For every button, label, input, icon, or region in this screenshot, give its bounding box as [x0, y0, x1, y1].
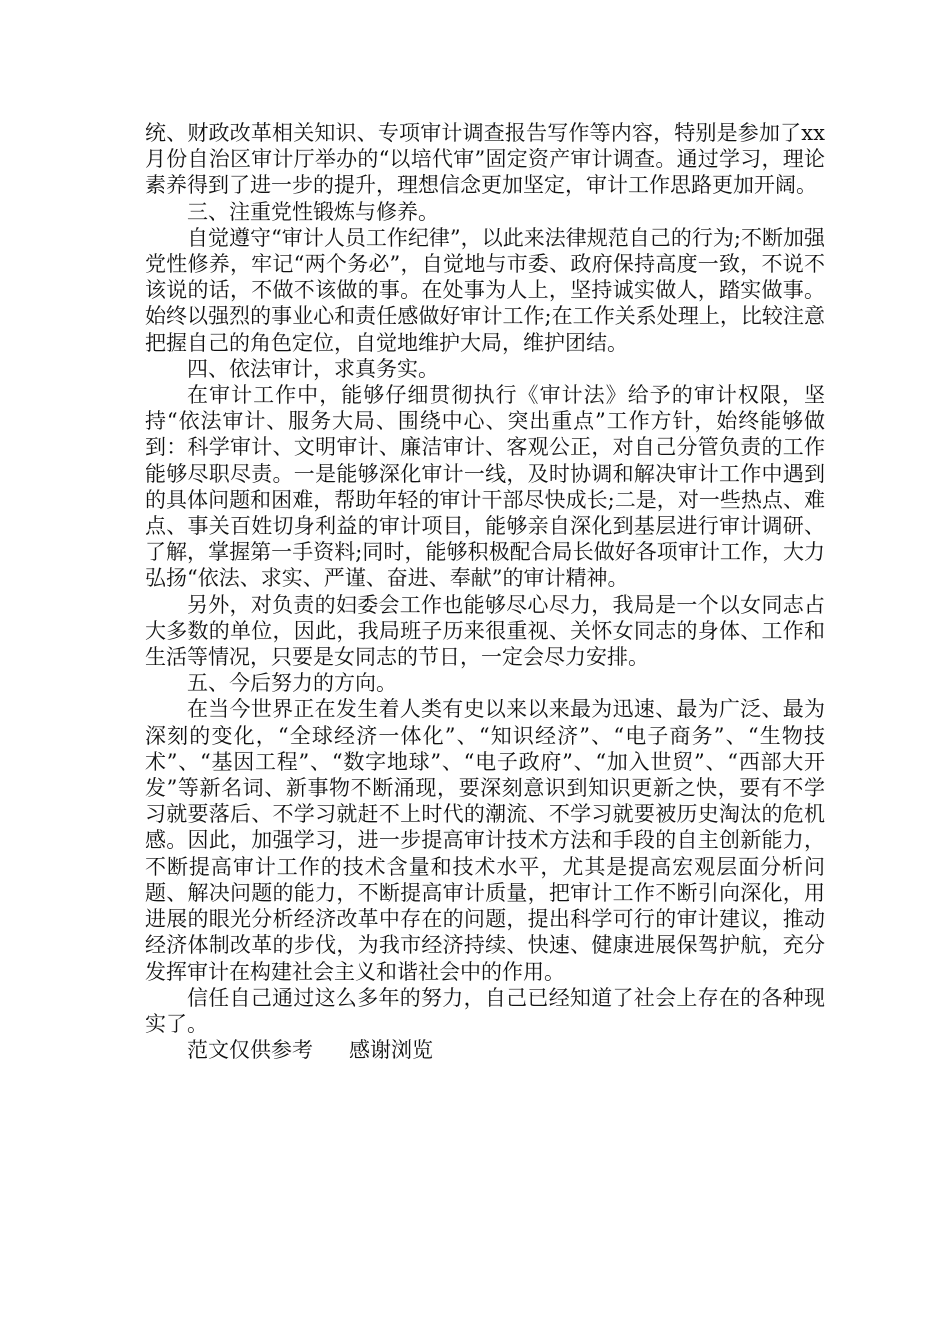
footer-left-text: 范文仅供参考	[187, 1038, 313, 1063]
paragraph-women-committee: 另外，对负责的妇委会工作也能够尽心尽力，我局是一个以女同志占大多数的单位，因此，我局班子历来很重视、关怀女同志的身体、工作和生活等情况，只要是女同志的节日，一定会尽力安排。	[145, 592, 825, 670]
section-heading-3: 三、注重党性锻炼与修养。	[187, 199, 439, 224]
document-page	[145, 120, 825, 1063]
footer-note	[145, 1037, 825, 1063]
footer-right-text: 感谢浏览	[349, 1038, 433, 1063]
paragraph-closing: 信任自己通过这么多年的努力，自己已经知道了社会上存在的各种现实了。	[145, 985, 825, 1036]
paragraph-future-direction: 在当今世界正在发生着人类有史以来以来最为迅速、最为广泛、最为深刻的变化，“全球经济一体化”、“知识经济”、“电子商务”、“生物技术”、“基因工程”、“数字地球”、“电子政府”、“加入世贸”、“西部大开发”等新名词、新事物不断涌现，要深刻意识到知识更新之快，要有不学习就要落后、不学习就赶不上时代的潮流、不学习就要被历史淘汰的危机感。因此，加强学习，进一步提高审计技术方法和手段的自主创新能力，不断提高审计工作的技术含量和技术水平，尤其是提高宏观层面分析问题、解决问题的能力，不断提高审计质量，把审计工作不断引向深化，用进展的眼光分析经济改革中存在的问题，提出科学可行的审计建议，推动经济体制改革的步伐，为我市经济持续、快速、健康进展保驾护航，充分发挥审计在构建社会主义和谐社会中的作用。	[145, 697, 825, 984]
section-heading-5: 五、今后努力的方向。	[187, 671, 397, 696]
section-heading-4: 四、依法审计，求真务实。	[187, 356, 439, 381]
paragraph-continuation: 统、财政改革相关知识、专项审计调查报告写作等内容，特别是参加了xx月份自治区审计厅举办的“以培代审”固定资产审计调查。通过学习，理论素养得到了进一步的提升，理想信念更加坚定，审计工作思路更加开阔。	[145, 121, 825, 198]
paragraph-audit-law: 在审计工作中，能够仔细贯彻执行《审计法》给予的审计权限，坚持“依法审计、服务大局、围绕中心、突出重点”工作方针，始终能够做到：科学审计、文明审计、廉洁审计、客观公正，对自己分管负责的工作能够尽职尽责。一是能够深化审计一线，及时协调和解决审计工作中遇到的具体问题和困难，帮助年轻的审计干部尽快成长;二是，对一些热点、难点、事关百姓切身利益的审计项目，能够亲自深化到基层进行审计调研、了解，掌握第一手资料;同时，能够积极配合局长做好各项审计工作，大力弘扬“依法、求实、严谨、奋进、奉献”的审计精神。	[145, 383, 825, 591]
paragraph-party-discipline: 自觉遵守“审计人员工作纪律”，以此来法律规范自己的行为;不断加强党性修养，牢记“两个务必”，自觉地与市委、政府保持高度一致，不说不该说的话，不做不该做的事。在处事为人上，坚持诚实做人，踏实做事。始终以强烈的事业心和责任感做好审计工作;在工作关系处理上，比较注意把握自己的角色定位，自觉地维护大局，维护团结。	[145, 225, 825, 355]
